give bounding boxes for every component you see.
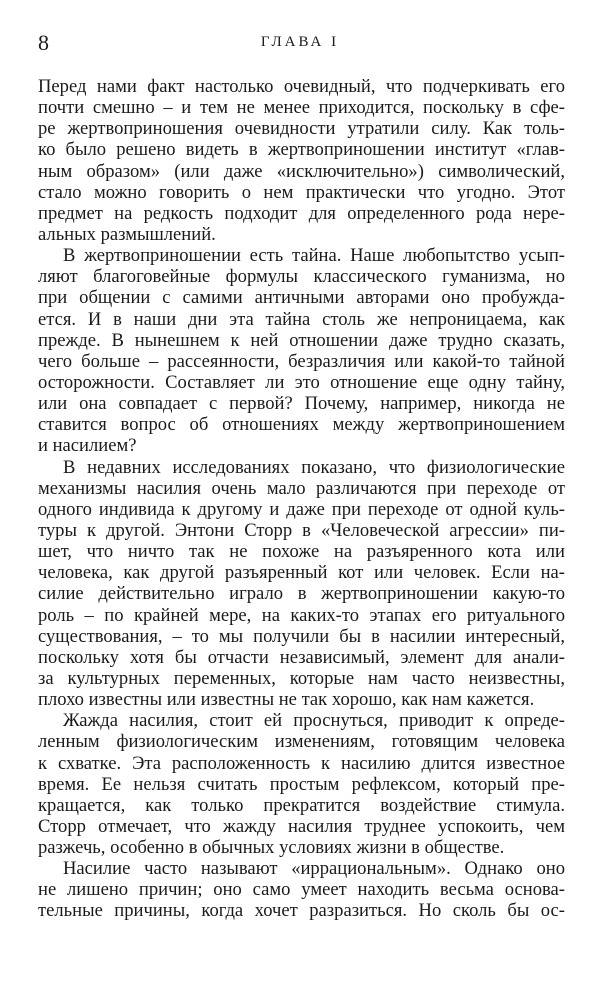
text-line: прежде. В нынешнем к ней отношении даже трудно сказать, bbox=[38, 329, 565, 351]
text-line: ре жертвоприношения очевидности утратили силу. Как толь- bbox=[38, 118, 565, 140]
text-line: силие действительно играло в жертвоприношении какую-то bbox=[38, 583, 565, 605]
text-line: поскольку хотя бы отчасти независимый, элемент для анали- bbox=[38, 646, 565, 668]
paragraph bbox=[38, 858, 565, 921]
text-line: при общении с самими античными авторами оно пробужда- bbox=[38, 287, 565, 309]
text-line: за культурных переменных, которые нам часто неизвестны, bbox=[38, 667, 565, 689]
text-line: Перед нами факт настолько очевидный, что подчеркивать его bbox=[38, 76, 565, 97]
text-line: разжечь, особенно в обычных условиях жизни в обществе. bbox=[38, 837, 505, 859]
text-line: к схватке. Эта расположенность к насилию длится известное bbox=[38, 752, 565, 774]
paragraph bbox=[38, 457, 565, 711]
text-line: и насилием? bbox=[38, 435, 137, 457]
page-number: 8 bbox=[38, 30, 49, 55]
text-line: время. Ее нельзя считать простым рефлексом, который пре- bbox=[38, 773, 565, 795]
text-line: ется. И в наши дни эта тайна столь же непроницаема, как bbox=[38, 308, 565, 330]
text-line: плохо известны или известны не так хорошо, как нам кажется. bbox=[38, 689, 535, 711]
text-line: В недавних исследованиях показано, что физиологические bbox=[63, 456, 565, 478]
text-line: туры к другой. Энтони Сторр в «Человеческой агрессии» пи- bbox=[38, 519, 565, 541]
text-line: В жертвоприношении есть тайна. Наше любопытство усып- bbox=[63, 245, 565, 267]
text-line: механизмы насилия очень мало различаются при переходе от bbox=[38, 477, 565, 499]
text-line: Сторр отмечает, что жажду насилия труднее успокоить, чем bbox=[38, 815, 565, 837]
text-line: или она совпадает с первой? Почему, например, никогда не bbox=[38, 393, 565, 415]
text-line: альных размышлений. bbox=[38, 223, 216, 245]
text-line: ставится вопрос об отношениях между жертвоприношением bbox=[38, 414, 565, 436]
running-title: ГЛАВА I bbox=[260, 34, 340, 50]
text-line: предмет на редкость подходит для определенного рода нере- bbox=[38, 202, 565, 224]
text-line: одного индивида к другому и даже при переходе от одной куль- bbox=[38, 498, 565, 520]
text-line: шет, что ничто так не похоже на разъяренного кота или bbox=[38, 541, 565, 563]
text-line: существования, – то мы получили бы в насилии интересный, bbox=[38, 625, 565, 647]
text-line: ляют благоговейные формулы классического гуманизма, но bbox=[38, 266, 565, 288]
text-line: не лишено причин; оно само умеет находить весьма основа- bbox=[38, 879, 565, 901]
text-line: тельные причины, когда хочет разразиться. Но сколь бы ос- bbox=[38, 900, 565, 922]
text-line: человека, как другой разъяренный кот или человек. Если на- bbox=[38, 562, 565, 584]
text-line: кращается, как только прекратится воздействие стимула. bbox=[38, 794, 565, 816]
text-line: ленным физиологическим изменениям, готовящим человека bbox=[38, 731, 565, 753]
text-line: ко было решено видеть в жертвоприношении институт «глав- bbox=[38, 139, 565, 161]
page-body bbox=[38, 76, 565, 922]
text-line: почти смешно – и тем не менее приходится, поскольку в сфе- bbox=[38, 97, 565, 119]
text-line: чего больше – рассеянности, безразличия или какой-то тайной bbox=[38, 350, 565, 372]
text-line: Жажда насилия, стоит ей проснуться, приводит к опреде- bbox=[63, 710, 565, 732]
paragraph bbox=[38, 245, 565, 456]
text-line: стало можно говорить о нем практически что угодно. Этот bbox=[38, 181, 565, 203]
paragraph bbox=[38, 76, 565, 245]
text-line: роль – по крайней мере, на каких-то этапах его ритуального bbox=[38, 604, 565, 626]
text-line: осторожности. Составляет ли это отношение еще одну тайну, bbox=[38, 371, 565, 393]
text-line: ным образом» (или даже «исключительно») символический, bbox=[38, 160, 565, 182]
text-line: Насилие часто называют «иррациональным». Однако оно bbox=[63, 858, 565, 880]
paragraph bbox=[38, 710, 565, 858]
